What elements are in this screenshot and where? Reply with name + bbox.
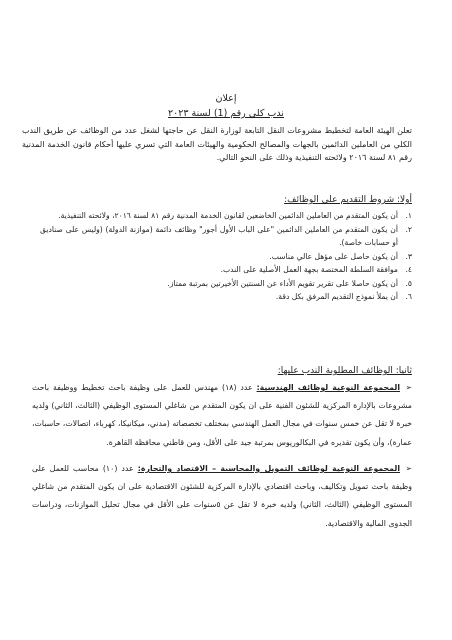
condition-number: ١. [405, 211, 412, 220]
condition-item [40, 290, 412, 304]
condition-text: أن يكون حاصل على مؤهل عالي مناسب. [269, 251, 398, 261]
condition-item [40, 250, 412, 264]
condition-text: أن يكون حاصلا على تقرير تقويم الأداء عن السنتين الأخيرتين بمرتبة ممتاز. [167, 278, 398, 288]
job-group-finance [32, 460, 412, 533]
condition-text: أن يكون المتقدم من العاملين الدائمين "على الباب الأول أجور" وظائف دائمة (موازنة الدولة) (وليس على صناديق أو حسابات خاصة). [40, 224, 398, 247]
condition-number: ٦. [405, 292, 412, 301]
condition-number: ٣. [405, 251, 412, 261]
conditions-list [40, 209, 412, 304]
section-jobs-heading: ثانيا: الوظائف المطلوبة الندب عليها: [277, 366, 412, 376]
announcement-title: إعلان [215, 93, 237, 104]
condition-text: موافقة السلطة المختصة بجهة العمل الأصلية على الندب. [220, 265, 398, 274]
condition-text: أن يكون المتقدم من العاملين الدائمين الخاضعين لقانون الخدمة المدنية رقم ٨١ لسنة ٢٠١٦، ولائحته التنفيذية. [58, 211, 398, 220]
condition-number: ٤. [405, 265, 412, 274]
job-group-title: المجموعة النوعية لوظائف التمويل والمحاسبة – الاقتصاد والتجارة: [137, 464, 400, 473]
announcement-subtitle: ندب كلي رقم (1) لسنة ٢٠٢٣ [168, 108, 284, 119]
job-group-engineering [32, 379, 412, 452]
condition-item [40, 263, 412, 277]
condition-item [40, 223, 412, 250]
job-group-text: عدد (١٨) مهندس للعمل على وظيفة باحث تخطيط ووظيفة باحث مشروعات بالإدارة المركزية للشئون الفنية على ان يكون المتقدم من شاغلي المستوى الوظيفي (الثالث، الثاني) ولديه خبرة لا تقل عن خمس سنوات في مجال العمل الهندسي بمختلف تخصصاته (مدني، ميكانيكا، كهرباء، اتصالات، حاسبات، عمارة)، وأن يكون تقديره في البكالوريوس بمرتبة جيد على الأقل، ومن قاطني محافظة القاهرة. [32, 383, 412, 447]
arrow-bullet-icon: ➢ [405, 464, 412, 473]
condition-number: ٢. [405, 224, 412, 234]
condition-number: ٥. [405, 278, 412, 288]
section-conditions-heading: أولا: شروط التقديم على الوظائف: [284, 195, 412, 205]
condition-item [40, 209, 412, 223]
intro-paragraph: تعلن الهيئة العامة لتخطيط مشروعات النقل التابعة لوزارة النقل عن حاجتها لشغل عدد من الوظائف عن طريق الندب الكلي من العاملين الدائمين بالجهات والمصالح الحكومية والهيئات العامة التي تسري عليها أحكام قانون الخدمة المدنية رقم ٨١ لسنة ٢٠١٦ ولائحته التنفيذية وذلك على النحو التالي. [22, 126, 412, 162]
job-group-title: المجموعة النوعية لوظائف الهندسية: [256, 383, 400, 392]
condition-text: أن يملأ نموذج التقديم المرفق بكل دقة. [275, 292, 398, 301]
job-group-text: عدد (١٠) محاسب للعمل على وظيفة باحث تمويل وتكاليف، وباحث اقتصادي بالإدارة المركزية للشئون الاقتصادية على ان يكون المتقدم من شاغلي المستوى الوظيفي (الثالث، الثاني) ولديه خبرة لا تقل عن ٥سنوات على الأقل في مجال تحليل الموازنات، ودراسات الجدوى المالية والاقتصادية. [32, 464, 413, 528]
arrow-bullet-icon: ➢ [405, 383, 412, 392]
condition-item [40, 277, 412, 291]
